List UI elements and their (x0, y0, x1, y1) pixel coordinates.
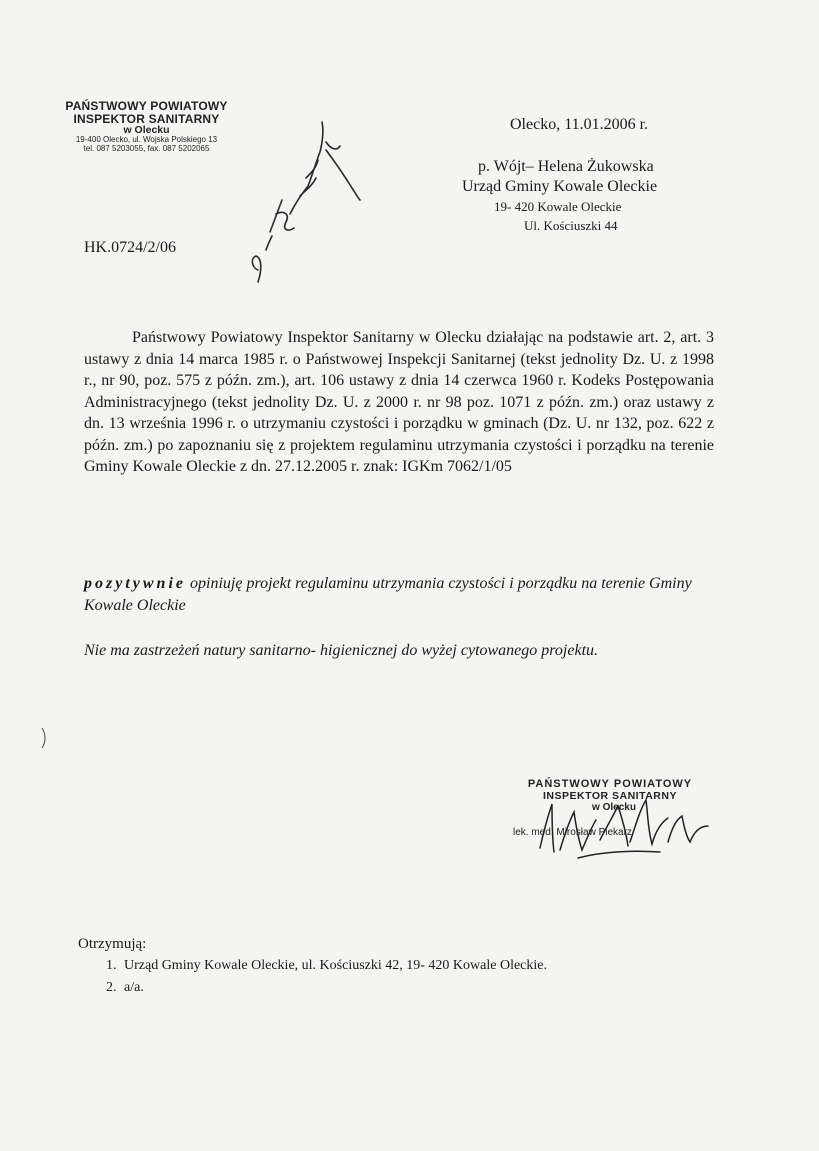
sig-stamp-line-1: PAŃSTWOWY POWIATOWY (527, 778, 693, 790)
stamp-address: 19-400 Olecko, ul. Wojska Polskiego 13 (75, 135, 218, 145)
stamp-line-1: PAŃSTWOWY POWIATOWY (65, 99, 228, 113)
recipient-name: p. Wójt– Helena Żukowska (478, 158, 654, 175)
list-item: 2. a/a. (120, 977, 547, 999)
opinion-text: opiniuję projekt regulaminu utrzymania czystości i porządku na terenie Gminy Kowale Oleckie (84, 575, 692, 614)
sig-stamp-line-3: w Olecku (592, 802, 636, 813)
signer-name: lek. med. Mirosław Piekarz (513, 827, 632, 838)
sig-stamp-line-2: INSPEKTOR SANITARNY (543, 790, 677, 802)
body-paragraph: Państwowy Powiatowy Inspektor Sanitarny w Olecku działając na podstawie art. 2, art. 3 ustawy z dnia 14 marca 1985 r. o Państwowej Inspekcji Sanitarnej (tekst jednolity Dz. U. z 1998 r., nr 90, poz. 575 z późn. zm.), art. 106 ustawy z dnia 14 czerwca 1960 r. Kodeks Postępowania Administracyjnego (tekst jednolity Dz. U. z 2000 r. nr 98 poz. 1071 z późn. zm.) oraz ustawy z dn. 13 września 1996 r. o utrzymaniu czystości i porządku w gminach (Dz. U. nr 132, poz. 622 z późn. zm.) po zapoznaniu się z projektem regulaminu utrzymania czystości i porządku na terenie Gminy Kowale Oleckie z dn. 27.12.2005 r. znak: IGKm 7062/1/05 (84, 329, 714, 475)
recipient-office: Urząd Gminy Kowale Oleckie (462, 178, 658, 195)
handwritten-note (252, 122, 360, 282)
recipient-postal: 19- 420 Kowale Oleckie (494, 199, 622, 214)
stamp-line-3: w Olecku (123, 124, 170, 137)
sanitary-note: Nie ma zastrzeżeń natury sanitarno- higienicznej do wyżej cytowanego projektu. (84, 642, 599, 659)
reference-number: HK.0724/2/06 (84, 239, 176, 256)
stamp-phone: tel. 087 5203055, fax. 087 5202065 (83, 143, 210, 153)
place-date: Olecko, 11.01.2006 r. (510, 116, 649, 133)
list-item: 1. Urząd Gminy Kowale Oleckie, ul. Kościuszki 42, 19- 420 Kowale Oleckie. (120, 955, 547, 977)
margin-mark (42, 728, 45, 748)
stamp-line-2: INSPEKTOR SANITARNY (73, 111, 220, 126)
recipient-street: Ul. Kościuszki 44 (524, 218, 618, 233)
opinion-keyword: pozytywnie (84, 575, 186, 592)
signature-scribble (540, 800, 708, 858)
receivers-heading: Otrzymują: (78, 936, 147, 952)
